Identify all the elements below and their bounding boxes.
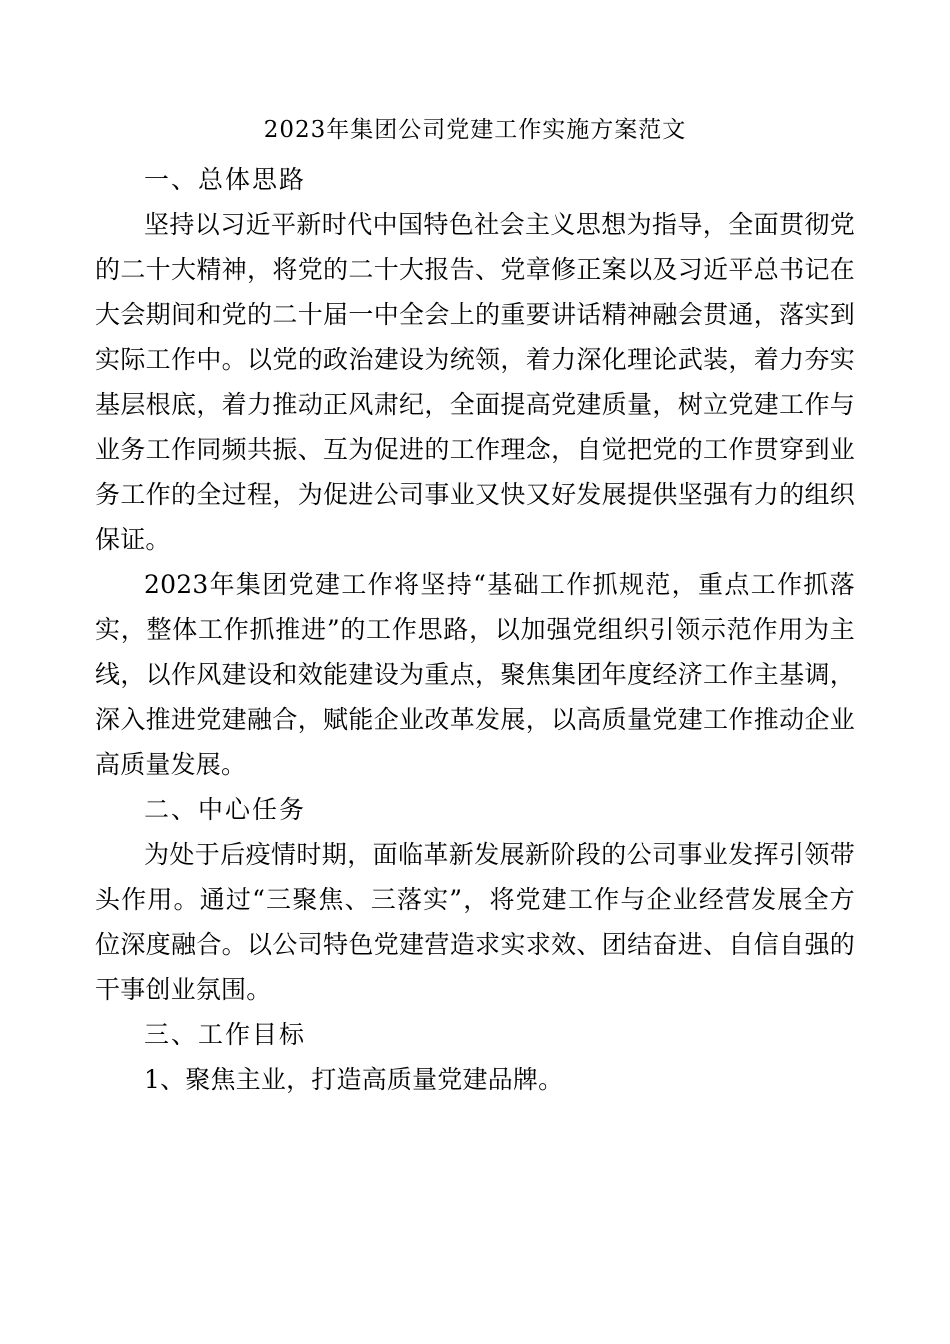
paragraph-line: 业务工作同频共振、互为促进的工作理念，自觉把党的工作贯穿到业 [95, 435, 855, 464]
paragraph-line: 头作用。通过“三聚焦、三落实”，将党建工作与企业经营发展全方 [95, 885, 855, 914]
paragraph-line: 深入推进党建融合，赋能企业改革发展，以高质量党建工作推动企业 [95, 705, 855, 734]
paragraph-line: 保证。 [95, 525, 171, 554]
paragraph-line: 实际工作中。以党的政治建设为统领，着力深化理论武装，着力夯实 [95, 345, 855, 374]
section-heading-work-goals: 三、工作目标 [144, 1020, 307, 1049]
paragraph-line: 干事创业氛围。 [95, 975, 272, 1004]
section-heading-central-tasks: 二、中心任务 [144, 795, 307, 824]
paragraph-line: 实，整体工作抓推进”的工作思路，以加强党组织引领示范作用为主 [95, 615, 855, 644]
paragraph-line: 位深度融合。以公司特色党建营造求实求效、团结奋进、自信自强的 [95, 930, 855, 959]
paragraph-line: 1、聚焦主业，打造高质量党建品牌。 [144, 1065, 564, 1094]
paragraph-line: 线，以作风建设和效能建设为重点，聚焦集团年度经济工作主基调， [95, 660, 855, 689]
paragraph-line: 2023年集团党建工作将坚持“基础工作抓规范，重点工作抓落 [144, 570, 855, 599]
paragraph-line: 的二十大精神，将党的二十大报告、党章修正案以及习近平总书记在 [95, 255, 855, 284]
paragraph-line: 大会期间和党的二十届一中全会上的重要讲话精神融会贯通，落实到 [95, 300, 855, 329]
paragraph-line: 务工作的全过程，为促进公司事业又快又好发展提供坚强有力的组织 [95, 480, 855, 509]
section-heading-overall-approach: 一、总体思路 [144, 165, 307, 194]
paragraph-line: 坚持以习近平新时代中国特色社会主义思想为指导，全面贯彻党 [144, 210, 855, 239]
paragraph-line: 为处于后疫情时期，面临革新发展新阶段的公司事业发挥引领带 [144, 840, 855, 869]
paragraph-line: 高质量发展。 [95, 750, 247, 779]
document-title: 2023年集团公司党建工作实施方案范文 [263, 117, 687, 143]
paragraph-line: 基层根底，着力推动正风肃纪，全面提高党建质量，树立党建工作与 [95, 390, 855, 419]
